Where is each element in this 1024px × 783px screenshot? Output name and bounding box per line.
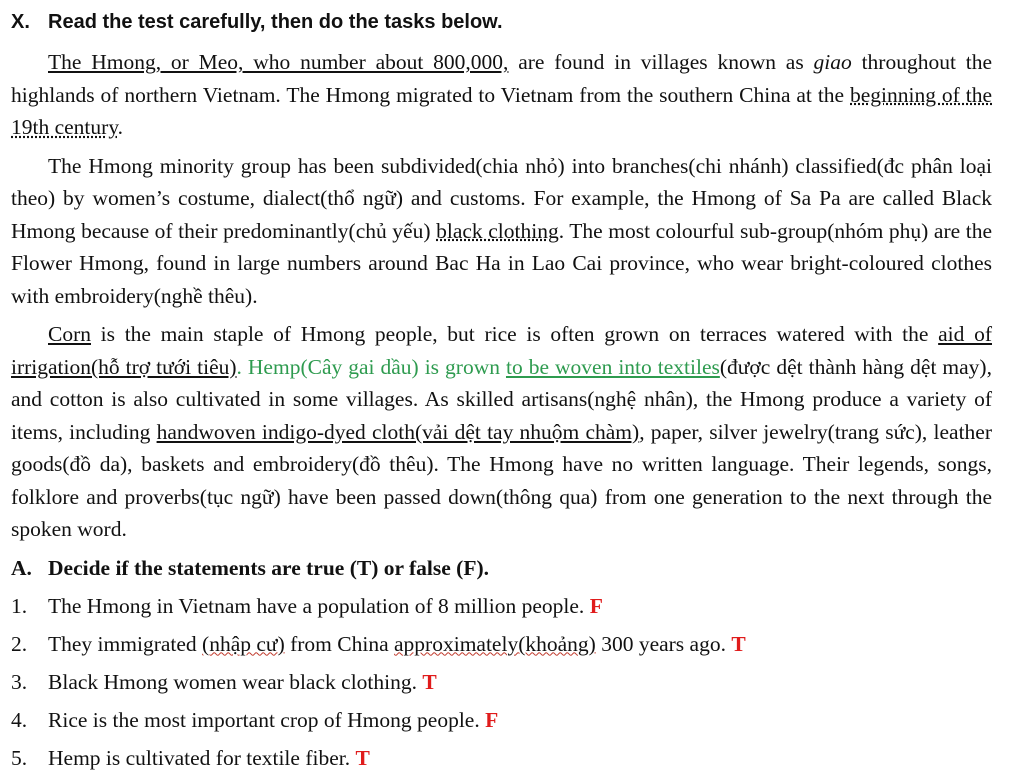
passage-p3-corn: Corn — [48, 322, 91, 346]
section-a-letter: A. — [11, 555, 32, 580]
passage-p2-dotted: black clothing — [436, 218, 559, 243]
passage-p3-text-3: , paper, silver jewelry(trang sức), leather goods(đồ da), baskets and embroidery(đồ thêu). The Hmong have no written language. Their legends, songs, folklore and proverbs(tục ngữ) have been passed down(thông qua) from one generation to the next through the spoken word. — [11, 419, 992, 541]
passage-p3-green-1: Hemp(Cây gai dầu) is grown — [241, 354, 506, 379]
question-text: They immigrated — [48, 631, 203, 656]
exercise-heading — [11, 6, 992, 40]
passage-paragraph-1 — [11, 46, 992, 144]
question-text: from China — [284, 631, 395, 656]
question-3 — [11, 666, 992, 698]
passage-p3-cloth: handwoven indigo-dyed cloth(vải dệt tay nhuộm chàm) — [156, 419, 640, 444]
passage-paragraph-2 — [11, 150, 992, 313]
passage-p3-text-2: (được dệt thành hàng dệt may), and cotton is also cultivated in some villages. As skilled artisans(nghệ nhân), the Hmong produce a variety of items, including — [11, 354, 992, 444]
answer-mark: T — [731, 631, 746, 656]
passage-p1-text-1: are found in villages known as — [508, 50, 814, 74]
answer-mark: F — [485, 707, 499, 732]
answer-mark: T — [422, 669, 437, 694]
question-text: Rice is the most important crop of Hmong people. — [48, 707, 480, 732]
passage-p3-aid: aid of irrigation(hỗ trợ tưới tiêu) — [11, 322, 992, 379]
question-5 — [11, 742, 992, 774]
exercise-instruction: Read the test carefully, then do the tasks below. — [48, 11, 503, 33]
passage-paragraph-3 — [11, 318, 992, 546]
question-number: 3. — [11, 669, 28, 694]
passage-p1-dotted: beginning of the 19th century — [11, 82, 992, 139]
question-text-gloss: approximately(khoảng) — [394, 631, 596, 656]
passage-p3-dot: . — [236, 354, 242, 379]
question-4 — [11, 704, 992, 736]
question-number: 1. — [11, 593, 28, 618]
question-text: 300 years ago. — [595, 631, 726, 656]
passage-p1-lead: The Hmong, or Meo, who number about 800,000, — [48, 50, 509, 74]
passage-p3-green-2: to be woven into textiles — [505, 354, 720, 379]
answer-mark: F — [589, 593, 603, 618]
document-page — [11, 6, 992, 774]
question-text-gloss: (nhập cư) — [202, 631, 285, 656]
passage-p1-text-2: throughout the highlands of northern Vietnam. The Hmong migrated to Vietnam from the southern China at the — [11, 50, 993, 107]
section-a-title: Decide if the statements are true (T) or false (F). — [48, 555, 490, 580]
question-2 — [11, 628, 992, 660]
exercise-number: X. — [11, 11, 30, 33]
question-text: Hemp is cultivated for textile fiber. — [48, 745, 351, 770]
question-number: 4. — [11, 707, 28, 732]
passage-p1-end: . — [117, 115, 124, 139]
passage-p3-text-1: is the main staple of Hmong people, but rice is often grown on terraces watered with the — [91, 322, 939, 346]
term-giao: giao — [813, 50, 852, 74]
answer-mark: T — [355, 745, 370, 770]
question-number: 2. — [11, 631, 28, 656]
question-number: 5. — [11, 745, 28, 770]
question-1 — [11, 590, 992, 622]
question-text: Black Hmong women wear black clothing. — [48, 669, 417, 694]
passage-p2-text-1: The Hmong minority group has been subdivided(chia nhỏ) into branches(chi nhánh) classified(đc phân loại theo) by women’s costume, dialect(thổ ngữ) and customs. For example, the Hmong of Sa Pa are called Black Hmong because of their predominantly(chủ yếu) — [11, 153, 992, 243]
section-a-heading — [11, 552, 992, 584]
passage-p2-text-2: . The most colourful sub-group(nhóm phụ) are the Flower Hmong, found in large numbers around Bac Ha in Lao Cai province, who wear bright-coloured clothes with embroidery(nghề thêu). — [11, 218, 993, 308]
question-text: The Hmong in Vietnam have a population of 8 million people. — [48, 593, 585, 618]
